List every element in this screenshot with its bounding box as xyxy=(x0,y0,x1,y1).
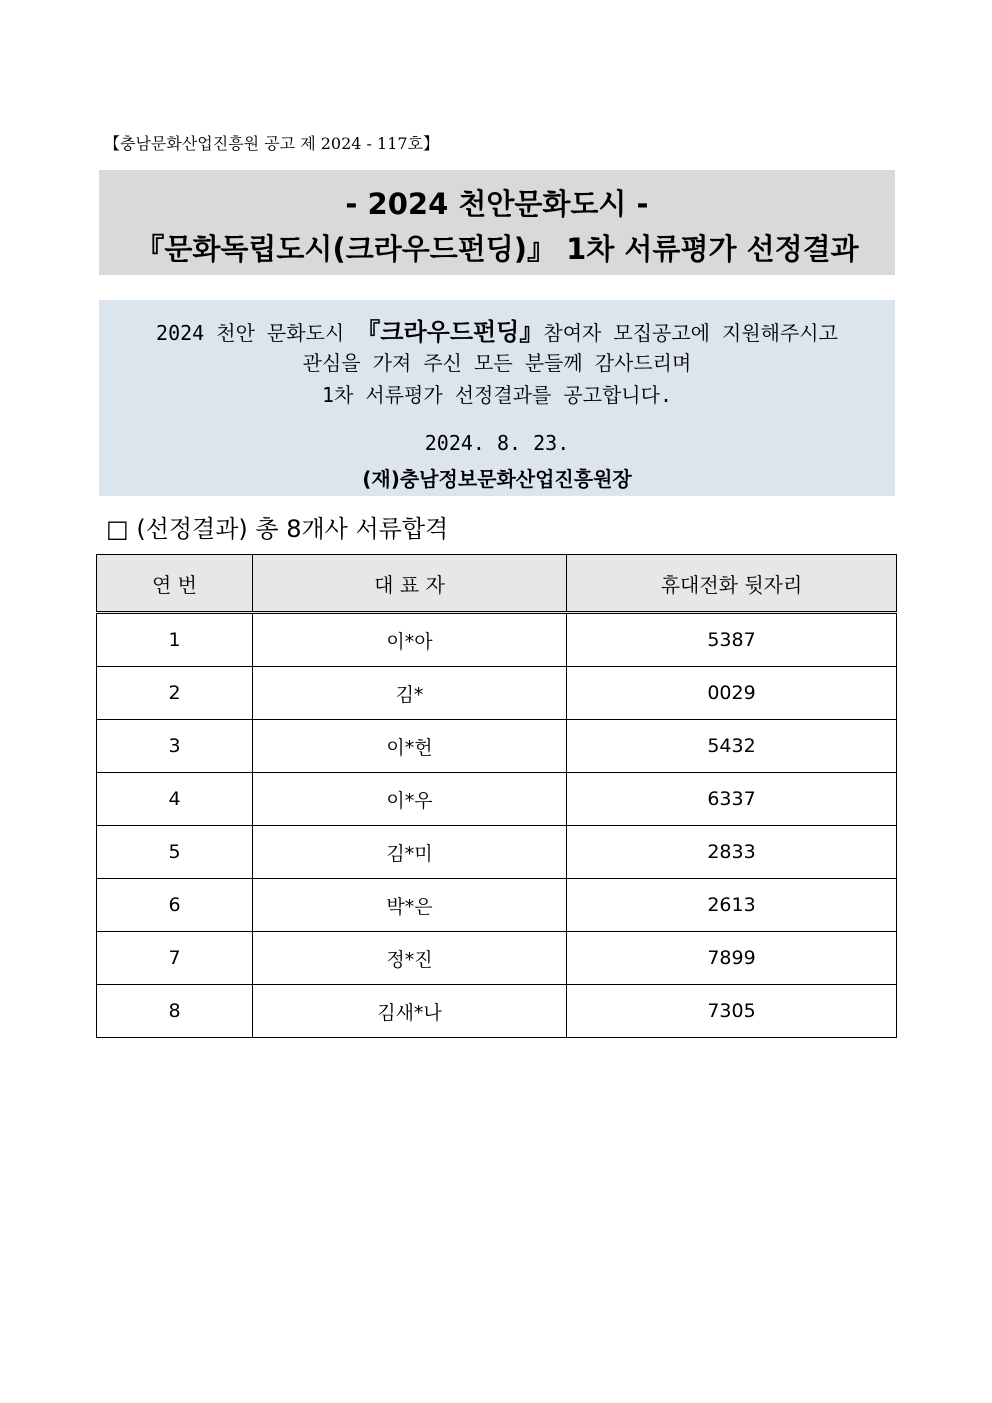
announcement-line-3: 1차 서류평가 선정결과를 공고합니다. xyxy=(321,383,672,407)
table-row xyxy=(97,932,897,985)
title-box xyxy=(99,170,895,275)
cell-representative: 이*아 xyxy=(253,613,567,667)
cell-number: 6 xyxy=(97,879,253,932)
announcement-highlight: 『크라우드펀딩』 xyxy=(356,318,544,346)
cell-phone: 5387 xyxy=(567,613,897,667)
title-line-1: - 2024 천안문화도시 - xyxy=(345,187,649,221)
cell-number: 7 xyxy=(97,932,253,985)
cell-number: 3 xyxy=(97,720,253,773)
cell-representative: 김* xyxy=(253,667,567,720)
announcement-date: 2024. 8. 23. xyxy=(424,431,570,455)
table-row xyxy=(97,613,897,667)
announcement-line-2: 관심을 가져 주신 모든 분들께 감사드리며 xyxy=(302,351,692,375)
announcement-organization: (재)충남정보문화산업진흥원장 xyxy=(362,467,632,491)
cell-phone: 7305 xyxy=(567,985,897,1038)
announcement-line-1-pre: 2024 천안 문화도시 xyxy=(156,321,345,345)
header-number: 연 번 xyxy=(97,555,253,613)
table-row xyxy=(97,985,897,1038)
cell-phone: 5432 xyxy=(567,720,897,773)
cell-phone: 2833 xyxy=(567,826,897,879)
cell-number: 5 xyxy=(97,826,253,879)
cell-number: 1 xyxy=(97,613,253,667)
cell-number: 8 xyxy=(97,985,253,1038)
cell-phone: 0029 xyxy=(567,667,897,720)
header-phone-last-digits: 휴대전화 뒷자리 xyxy=(567,555,897,613)
cell-representative: 박*은 xyxy=(253,879,567,932)
announcement-line-1 xyxy=(99,312,895,347)
section-title xyxy=(106,509,448,544)
cell-representative: 정*진 xyxy=(253,932,567,985)
cell-phone: 6337 xyxy=(567,773,897,826)
table-row xyxy=(97,826,897,879)
header-representative: 대 표 자 xyxy=(253,555,567,613)
announcement-box xyxy=(99,300,895,496)
cell-representative: 이*헌 xyxy=(253,720,567,773)
cell-number: 4 xyxy=(97,773,253,826)
table-row xyxy=(97,720,897,773)
results-table xyxy=(96,554,897,1038)
cell-representative: 김*미 xyxy=(253,826,567,879)
section-title-text: (선정결과) 총 8개사 서류합격 xyxy=(136,515,449,543)
title-line-2: 『문화독립도시(크라우드펀딩)』 1차 서류평가 선정결과 xyxy=(135,232,859,266)
cell-phone: 2613 xyxy=(567,879,897,932)
table-row xyxy=(97,773,897,826)
table-row xyxy=(97,879,897,932)
announcement-line-1-post: 참여자 모집공고에 지원해주시고 xyxy=(543,321,838,345)
notice-number: 【충남문화산업진흥원 공고 제 2024 - 117호】 xyxy=(104,134,440,153)
table-header-row xyxy=(97,555,897,613)
cell-number: 2 xyxy=(97,667,253,720)
table-row xyxy=(97,667,897,720)
cell-phone: 7899 xyxy=(567,932,897,985)
cell-representative: 김새*나 xyxy=(253,985,567,1038)
checkbox-icon: □ xyxy=(106,515,129,543)
cell-representative: 이*우 xyxy=(253,773,567,826)
